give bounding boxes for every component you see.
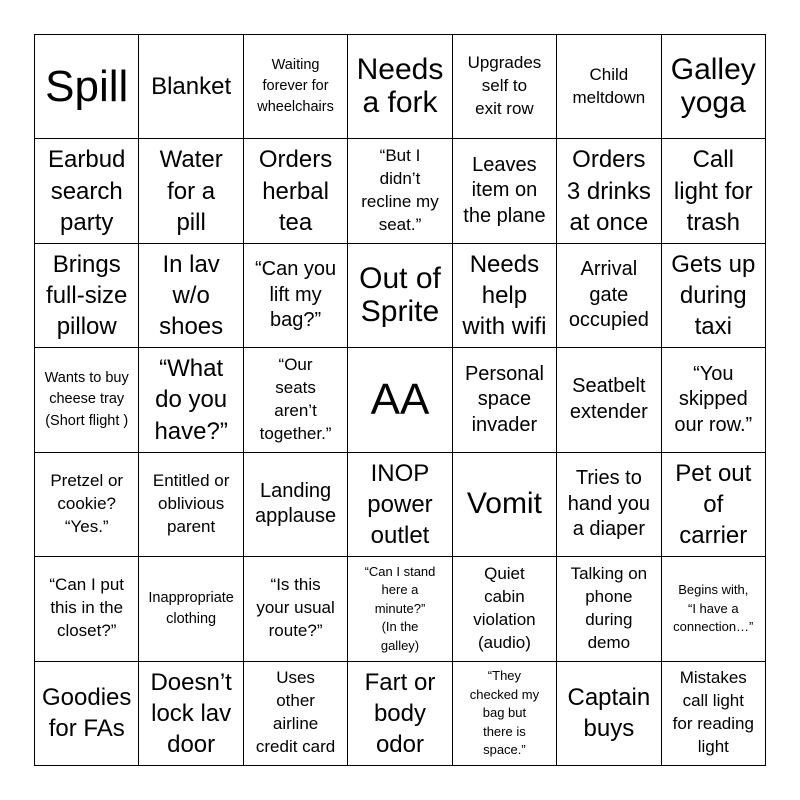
bingo-cell[interactable]: Arrival gate occupied <box>557 244 661 348</box>
bingo-cell[interactable]: “But I didn’t recline my seat.” <box>348 139 452 243</box>
bingo-cell[interactable]: Entitled or oblivious parent <box>139 453 243 557</box>
bingo-cell[interactable]: Galley yoga <box>662 35 766 139</box>
bingo-cell[interactable]: “You skipped our row.” <box>662 348 766 452</box>
bingo-cell[interactable]: “Is this your usual route?” <box>244 557 348 661</box>
bingo-cell[interactable]: Quiet cabin violation (audio) <box>453 557 557 661</box>
bingo-cell[interactable]: Begins with, “I have a connection…” <box>662 557 766 661</box>
bingo-cell[interactable]: Fart or body odor <box>348 662 452 766</box>
bingo-cell[interactable]: Needs help with wifi <box>453 244 557 348</box>
bingo-cell[interactable]: Gets up during taxi <box>662 244 766 348</box>
bingo-cell[interactable]: Goodies for FAs <box>35 662 139 766</box>
bingo-cell[interactable]: “Can I stand here a minute?” (In the galley) <box>348 557 452 661</box>
bingo-cell[interactable]: “Our seats aren’t together.” <box>244 348 348 452</box>
bingo-cell[interactable]: Child meltdown <box>557 35 661 139</box>
bingo-cell[interactable]: Talking on phone during demo <box>557 557 661 661</box>
bingo-cell[interactable]: Brings full-size pillow <box>35 244 139 348</box>
bingo-cell[interactable]: “What do you have?” <box>139 348 243 452</box>
bingo-cell[interactable]: “Can I put this in the closet?” <box>35 557 139 661</box>
bingo-cell[interactable]: “Can you lift my bag?” <box>244 244 348 348</box>
bingo-cell[interactable]: Waiting forever for wheelchairs <box>244 35 348 139</box>
bingo-cell[interactable]: Landing applause <box>244 453 348 557</box>
bingo-cell[interactable]: Tries to hand you a diaper <box>557 453 661 557</box>
bingo-cell[interactable]: AA <box>348 348 452 452</box>
bingo-cell[interactable]: Needs a fork <box>348 35 452 139</box>
bingo-cell[interactable]: Spill <box>35 35 139 139</box>
bingo-cell[interactable]: Orders 3 drinks at once <box>557 139 661 243</box>
bingo-cell[interactable]: Earbud search party <box>35 139 139 243</box>
bingo-cell[interactable]: “They checked my bag but there is space.” <box>453 662 557 766</box>
bingo-cell[interactable]: Mistakes call light for reading light <box>662 662 766 766</box>
bingo-cell[interactable]: Out of Sprite <box>348 244 452 348</box>
bingo-cell[interactable]: INOP power outlet <box>348 453 452 557</box>
bingo-cell[interactable]: Leaves item on the plane <box>453 139 557 243</box>
bingo-cell[interactable]: Wants to buy cheese tray (Short flight ) <box>35 348 139 452</box>
bingo-cell[interactable]: Orders herbal tea <box>244 139 348 243</box>
bingo-cell[interactable]: Water for a pill <box>139 139 243 243</box>
bingo-board <box>34 34 766 766</box>
bingo-cell[interactable]: In lav w/o shoes <box>139 244 243 348</box>
bingo-cell[interactable]: Call light for trash <box>662 139 766 243</box>
bingo-cell[interactable]: Inappropriate clothing <box>139 557 243 661</box>
bingo-cell[interactable]: Pet out of carrier <box>662 453 766 557</box>
bingo-cell[interactable]: Blanket <box>139 35 243 139</box>
bingo-cell[interactable]: Uses other airline credit card <box>244 662 348 766</box>
bingo-cell[interactable]: Doesn’t lock lav door <box>139 662 243 766</box>
bingo-cell[interactable]: Seatbelt extender <box>557 348 661 452</box>
bingo-cell[interactable]: Captain buys <box>557 662 661 766</box>
bingo-cell[interactable]: Vomit <box>453 453 557 557</box>
bingo-cell[interactable]: Personal space invader <box>453 348 557 452</box>
bingo-cell[interactable]: Pretzel or cookie? “Yes.” <box>35 453 139 557</box>
bingo-cell[interactable]: Upgrades self to exit row <box>453 35 557 139</box>
